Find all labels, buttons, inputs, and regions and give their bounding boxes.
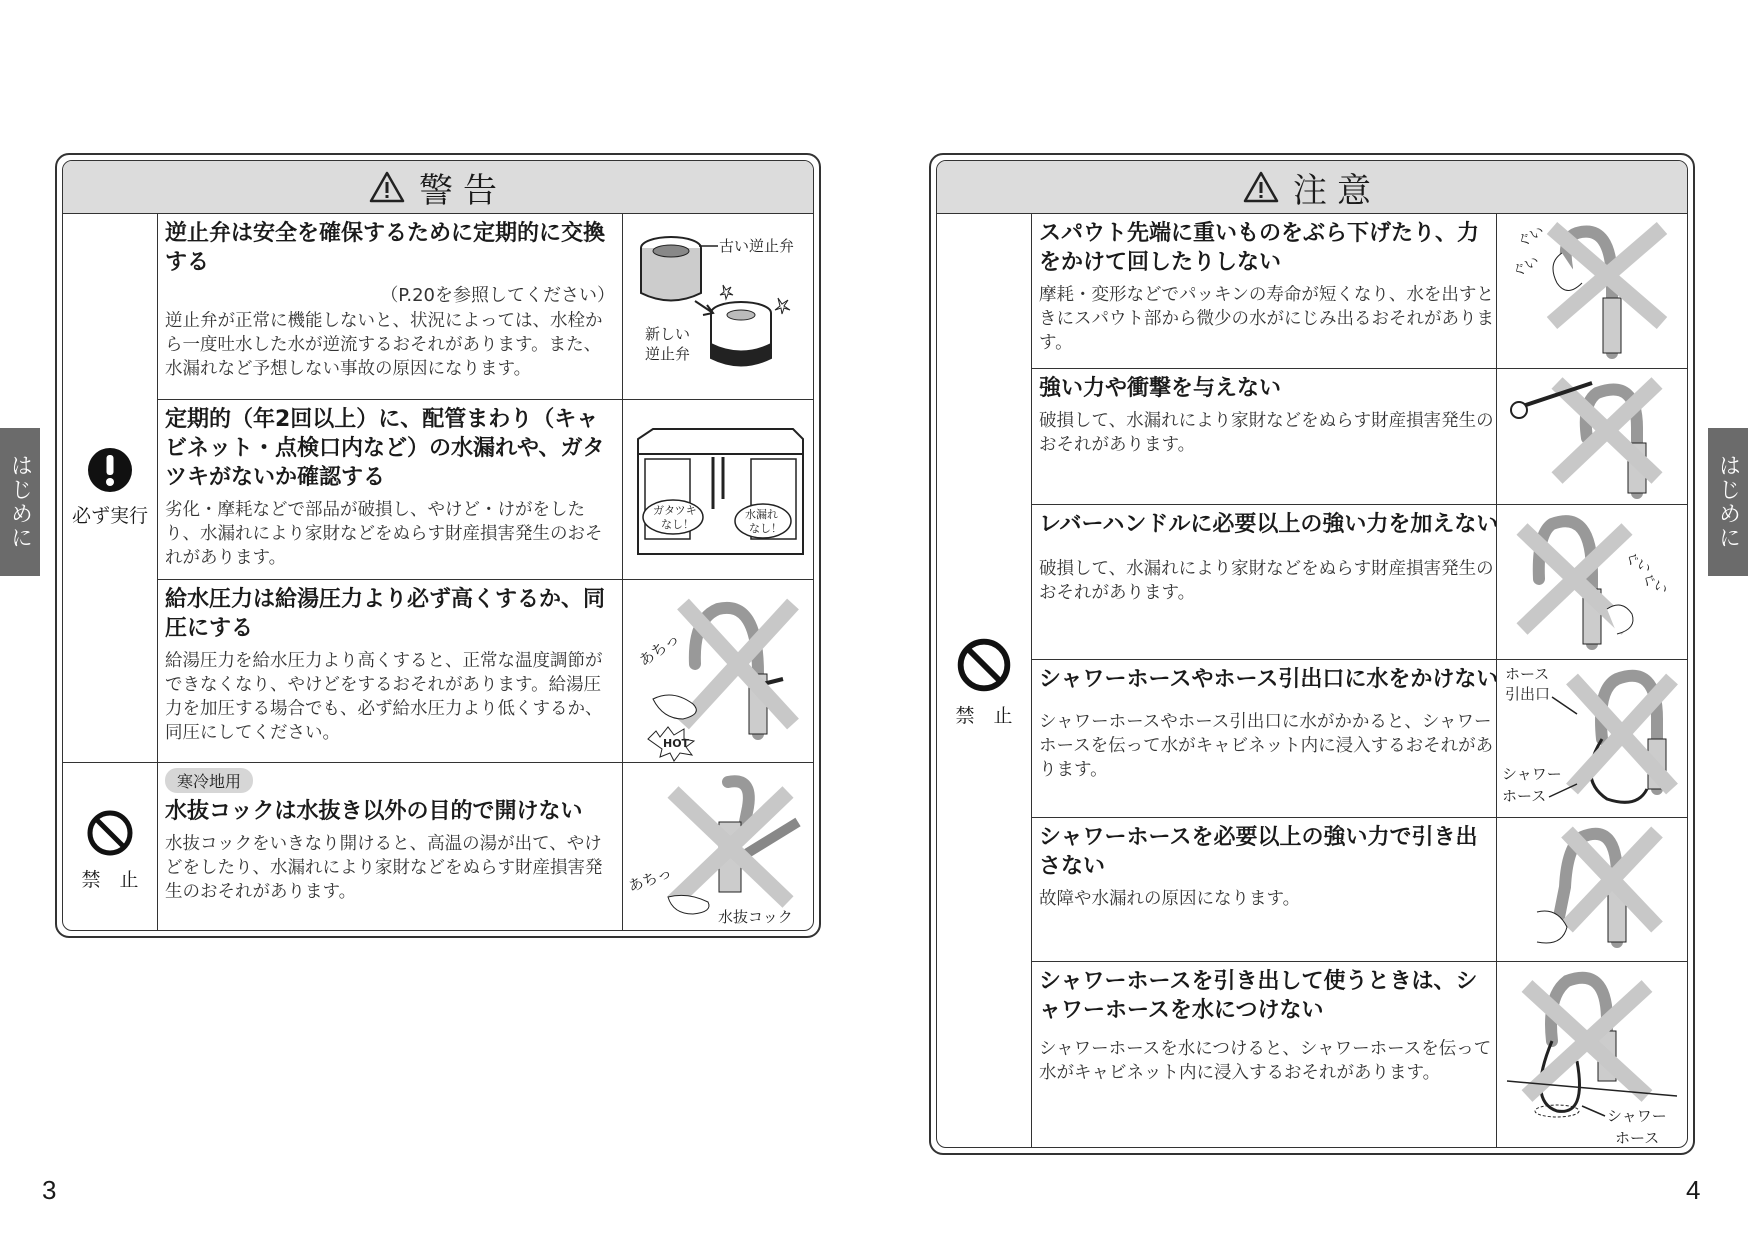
warning-triangle-icon	[369, 171, 405, 203]
hot-water-illustration	[622, 579, 813, 762]
label-drain-cock: 水抜コック	[718, 908, 793, 926]
category-must	[63, 213, 158, 762]
row-title: 給水圧力は給湯圧力より必ず高くするか、同圧にする	[165, 587, 606, 641]
category-prohibit-label: 禁 止	[81, 868, 139, 891]
caution-row-spout	[1031, 213, 1687, 369]
row-body: シャワーホースやホース引出口に水がかかると、シャワーホースを伝って水がキャビネット内に浸入するおそれがあります。	[1039, 712, 1494, 780]
side-tab-left: はじめに	[0, 428, 40, 576]
label-new: 新しい	[645, 325, 691, 343]
category-must-label: 必ず実行	[71, 505, 148, 527]
label-gui-1: ぐい	[1514, 222, 1548, 251]
hose-outlet-illustration	[1496, 659, 1687, 817]
row-title: シャワーホースやホース引出口に水をかけない	[1039, 667, 1499, 692]
label-ouch: あちっ	[635, 629, 683, 670]
drain-cock-illustration	[622, 762, 813, 931]
row-body: 逆止弁が正常に機能しないと、状況によっては、水栓から一度吐水した水が逆流するおそれがあります。また、水漏れなど予想しない事故の原因になります。	[165, 311, 603, 379]
row-body: 劣化・摩耗などで部品が破損し、やけど・けがをしたり、水漏れにより家財などをぬらす財産損害発生のおそれがあります。	[165, 500, 603, 568]
label-outlet: 引出口	[1505, 685, 1551, 703]
row-title: シャワーホースを引き出して使うときは、シャワーホースを水につけない	[1039, 969, 1478, 1023]
label-hot: HOT	[663, 737, 690, 750]
cold-region-tag: 寒冷地用	[165, 768, 253, 793]
category-prohibit-right	[937, 213, 1032, 1148]
label-gui-3: ぐい	[1621, 549, 1654, 578]
label-gui-4: ぐい	[1638, 570, 1671, 599]
warning-row-pressure	[157, 579, 813, 763]
label-old-valve: 古い逆止弁	[719, 237, 795, 255]
label-none: なし！	[661, 518, 694, 531]
label-shower-2: シャワー	[1607, 1107, 1667, 1125]
caution-triangle-icon	[1243, 171, 1279, 203]
label-none-2: なし！	[749, 522, 782, 535]
label-hose: ホース	[1505, 665, 1550, 683]
category-prohibit-left	[63, 762, 158, 931]
category-prohibit-label: 禁 止	[955, 705, 1013, 727]
warning-row-piping-check	[157, 399, 813, 580]
caution-title: 注意	[1293, 170, 1381, 211]
prohibition-icon	[956, 637, 1012, 693]
caution-header	[937, 161, 1687, 214]
page-number-right: 4	[1686, 1175, 1701, 1205]
prohibition-icon	[86, 809, 134, 857]
label-gui-2: ぐい	[1509, 252, 1543, 281]
row-title: 定期的（年2回以上）に、配管まわり（キャビネット・点検口内など）の水漏れや、ガタツキがないか確認する	[165, 407, 605, 490]
warning-row-drain-cock	[157, 762, 813, 931]
check-valve-illustration	[622, 213, 813, 399]
row-title: 強い力や衝撃を与えない	[1039, 376, 1282, 401]
cabinet-illustration	[622, 399, 813, 579]
row-body: 故障や水漏れの原因になります。	[1039, 889, 1301, 909]
row-body: 摩耗・変形などでパッキンの寿命が短くなり、水を出すときにスパウト部から微少の水がにじみ出るおそれがあります。	[1039, 285, 1494, 353]
lever-illustration	[1496, 504, 1687, 659]
label-shower: シャワー	[1502, 765, 1562, 783]
pull-hose-illustration	[1496, 817, 1687, 961]
label-no-wobble: ガタツキ	[653, 504, 697, 517]
row-body: 破損して、水漏れにより家財などをぬらす財産損害発生のおそれがあります。	[1039, 411, 1494, 455]
row-body: 水抜コックをいきなり開けると、高温の湯が出て、やけどをしたり、水漏れにより家財などをぬらす財産損害発生のおそれがあります。	[165, 834, 603, 902]
row-body: シャワーホースを水につけると、シャワーホースを伝って水がキャビネット内に浸入するおそれがあります。	[1039, 1039, 1492, 1083]
page-number-left: 3	[42, 1175, 57, 1205]
caution-row-impact	[1031, 368, 1687, 505]
caution-row-lever	[1031, 504, 1687, 660]
caution-row-pull-hose	[1031, 817, 1687, 962]
side-tab-right: はじめに	[1708, 428, 1748, 576]
row-note: （P.20を参照してください）	[380, 285, 615, 306]
caution-row-submerge	[1031, 961, 1687, 1148]
label-no-leak: 水漏れ	[745, 508, 778, 521]
caution-panel	[929, 153, 1695, 1155]
row-title: 逆止弁は安全を確保するために定期的に交換する	[165, 221, 606, 275]
row-title: レバーハンドルに必要以上の強い力を加えない	[1039, 512, 1499, 537]
row-title: スパウト先端に重いものをぶら下げたり、力をかけて回したりしない	[1039, 221, 1480, 275]
row-title: シャワーホースを必要以上の強い力で引き出さない	[1039, 825, 1478, 879]
label-hose-3: ホース	[1615, 1129, 1660, 1147]
warning-title: 警告	[419, 170, 507, 211]
spout-illustration	[1496, 213, 1687, 368]
warning-row-check-valve	[157, 213, 813, 400]
caution-row-water-on-hose	[1031, 659, 1687, 818]
submerge-illustration	[1496, 961, 1687, 1148]
row-body: 給湯圧力を給水圧力より高くすると、正常な温度調節ができなくなり、やけどをするおそれがあります。給湯圧力を加圧する場合でも、必ず給水圧力より低くするか、同圧にしてください。	[165, 651, 603, 743]
warning-header	[63, 161, 813, 214]
impact-illustration	[1496, 368, 1687, 504]
label-ouch-2: あちっ	[625, 863, 675, 896]
row-body: 破損して、水漏れにより家財などをぬらす財産損害発生のおそれがあります。	[1039, 559, 1494, 603]
warning-panel	[55, 153, 821, 938]
mandatory-action-icon	[87, 447, 133, 493]
label-hose-2: ホース	[1502, 787, 1547, 805]
label-valve: 逆止弁	[645, 345, 691, 363]
row-title: 水抜コックは水抜き以外の目的で開けない	[165, 799, 583, 824]
